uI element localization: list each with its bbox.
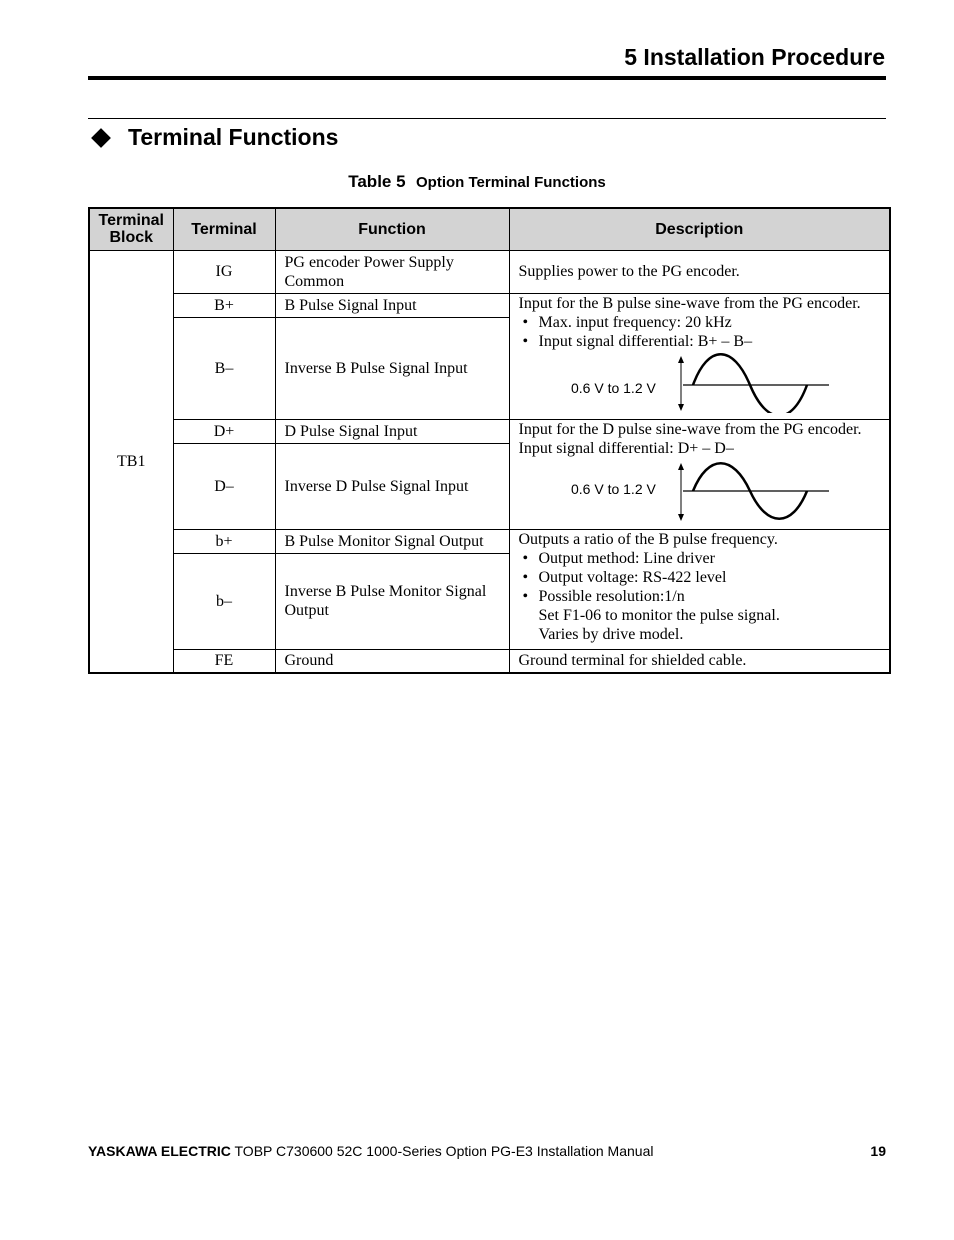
description-bullet-continuation: Varies by drive model. bbox=[538, 625, 684, 643]
description-text: Input for the D pulse sine-wave from the PG encoder. bbox=[518, 420, 862, 438]
table-row bbox=[89, 649, 890, 673]
table-title: Option Terminal Functions bbox=[416, 174, 606, 191]
description-cell-monitor bbox=[509, 529, 890, 649]
table-row bbox=[89, 529, 890, 553]
diamond-bullet-icon bbox=[91, 128, 111, 148]
header-rule bbox=[88, 76, 886, 80]
description-bullet: • Output method: Line driver bbox=[522, 549, 715, 567]
description-text: Input signal differential: D+ – D– bbox=[518, 439, 734, 457]
header-function: Function bbox=[275, 208, 509, 250]
description-text: Outputs a ratio of the B pulse frequency. bbox=[518, 530, 778, 548]
page-number: 19 bbox=[870, 1143, 886, 1159]
description-text: Input for the B pulse sine-wave from the PG encoder. bbox=[518, 294, 861, 312]
terminal-cell: D– bbox=[173, 443, 275, 529]
function-cell: Inverse B Pulse Signal Input bbox=[275, 317, 509, 419]
header-terminal-block-line1: Terminal bbox=[98, 212, 164, 230]
description-bullet: • Max. input frequency: 20 kHz bbox=[522, 313, 732, 331]
terminal-cell: b+ bbox=[173, 529, 275, 553]
table-number: Table 5 bbox=[348, 172, 406, 191]
terminal-cell: FE bbox=[173, 649, 275, 673]
terminal-cell: B– bbox=[173, 317, 275, 419]
function-cell: PG encoder Power Supply Common bbox=[275, 250, 509, 293]
header-terminal-block bbox=[89, 208, 173, 250]
description-bullet-continuation: Set F1-06 to monitor the pulse signal. bbox=[538, 606, 780, 624]
description-cell-b-pulse bbox=[509, 293, 890, 419]
section-title: Terminal Functions bbox=[128, 124, 339, 150]
terminal-cell: D+ bbox=[173, 419, 275, 443]
terminal-cell: B+ bbox=[173, 293, 275, 317]
table-row bbox=[89, 250, 890, 293]
description-cell-d-pulse bbox=[509, 419, 890, 529]
header-terminal: Terminal bbox=[173, 208, 275, 250]
footer-document: TOBP C730600 52C 1000-Series Option PG-E3 Installation Manual bbox=[230, 1143, 654, 1159]
description-cell: Supplies power to the PG encoder. bbox=[509, 250, 890, 293]
terminal-cell: b– bbox=[173, 553, 275, 649]
sine-wave-diagram bbox=[519, 353, 879, 413]
wave-amplitude-label: 0.6 V to 1.2 V bbox=[570, 379, 656, 396]
footer bbox=[88, 1143, 653, 1159]
table-row bbox=[89, 419, 890, 443]
section-heading bbox=[90, 124, 338, 151]
description-cell: Ground terminal for shielded cable. bbox=[509, 649, 890, 673]
description-bullet: • Output voltage: RS-422 level bbox=[522, 568, 727, 586]
section-rule bbox=[88, 118, 886, 119]
terminal-functions-table bbox=[88, 207, 891, 674]
function-cell: B Pulse Signal Input bbox=[275, 293, 509, 317]
footer-brand: YASKAWA ELECTRIC bbox=[88, 1143, 231, 1159]
table-caption bbox=[0, 172, 954, 192]
function-cell: B Pulse Monitor Signal Output bbox=[275, 529, 509, 553]
wave-amplitude-label: 0.6 V to 1.2 V bbox=[570, 480, 656, 497]
table-row bbox=[89, 293, 890, 317]
function-cell: Inverse B Pulse Monitor Signal Output bbox=[275, 553, 509, 649]
header-terminal-block-line2: Block bbox=[109, 229, 154, 247]
function-cell: Inverse D Pulse Signal Input bbox=[275, 443, 509, 529]
header-description: Description bbox=[509, 208, 890, 250]
terminal-block-cell: TB1 bbox=[89, 250, 173, 673]
description-bullet: • Input signal differential: B+ – B– bbox=[522, 332, 753, 350]
function-cell: D Pulse Signal Input bbox=[275, 419, 509, 443]
table-header-row bbox=[89, 208, 890, 250]
function-cell: Ground bbox=[275, 649, 509, 673]
chapter-heading: 5 Installation Procedure bbox=[624, 44, 885, 70]
sine-wave-diagram bbox=[519, 462, 879, 522]
description-bullet: • Possible resolution:1/n bbox=[522, 587, 685, 605]
terminal-cell: IG bbox=[173, 250, 275, 293]
